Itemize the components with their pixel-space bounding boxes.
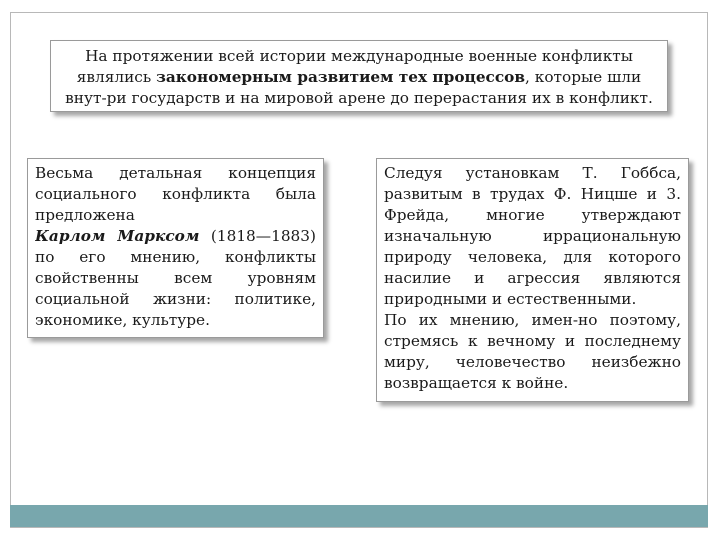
marx-line-6: свойственны всем уровням (35, 269, 316, 287)
intro-line-2-start: являлись (76, 68, 157, 86)
marx-line-1: Весьма детальная концепция (35, 164, 316, 182)
right-line-10: миру, человечество неизбежно (384, 353, 681, 371)
right-line-5: природу человека, для которого (384, 248, 681, 266)
marx-line-3: предложена (35, 206, 135, 224)
right-line-11: возвращается к войне. (384, 374, 569, 392)
right-line-4: изначальную иррациональную (384, 227, 681, 245)
marx-name: Карлом Марксом (35, 227, 200, 245)
right-line-2: развитым в трудах Ф. Ницше и 3. (384, 185, 681, 203)
hobbes-nietzsche-freud-box (376, 158, 689, 402)
right-line-6: насилие и агрессия являются (384, 269, 681, 287)
marx-years: (1818—1883) (199, 227, 316, 245)
right-line-7: природными и естественными. (384, 290, 637, 308)
right-line-3: Фрейда, многие утверждают (384, 206, 681, 224)
intro-line-1: На протяжении всей истории международные военные конфликты (85, 47, 633, 65)
intro-line-2 (57, 67, 661, 88)
marx-line-2: социального конфликта была (35, 185, 316, 203)
right-line-1: Следуя установкам Т. Гоббса, (384, 164, 681, 182)
bottom-accent-bar (10, 505, 708, 527)
marx-line-7: социальной жизни: политике, (35, 290, 316, 308)
marx-line-5: по его мнению, конфликты (35, 248, 316, 266)
marx-line-8: экономике, культуре. (35, 311, 210, 329)
marx-line-4 (35, 226, 316, 247)
right-line-9: стремясь к вечному и последнему (384, 332, 681, 350)
intro-line-3: внут-ри государств и на мировой арене до перерастания их в конфликт. (65, 89, 653, 107)
intro-bold-phrase: закономерным развитием тех процессов (156, 68, 526, 86)
intro-text-box (50, 40, 668, 112)
marx-concept-box (27, 158, 324, 338)
intro-line-2-end: , которые шли (525, 68, 642, 86)
right-line-8: По их мнению, имен-но поэтому, (384, 311, 681, 329)
